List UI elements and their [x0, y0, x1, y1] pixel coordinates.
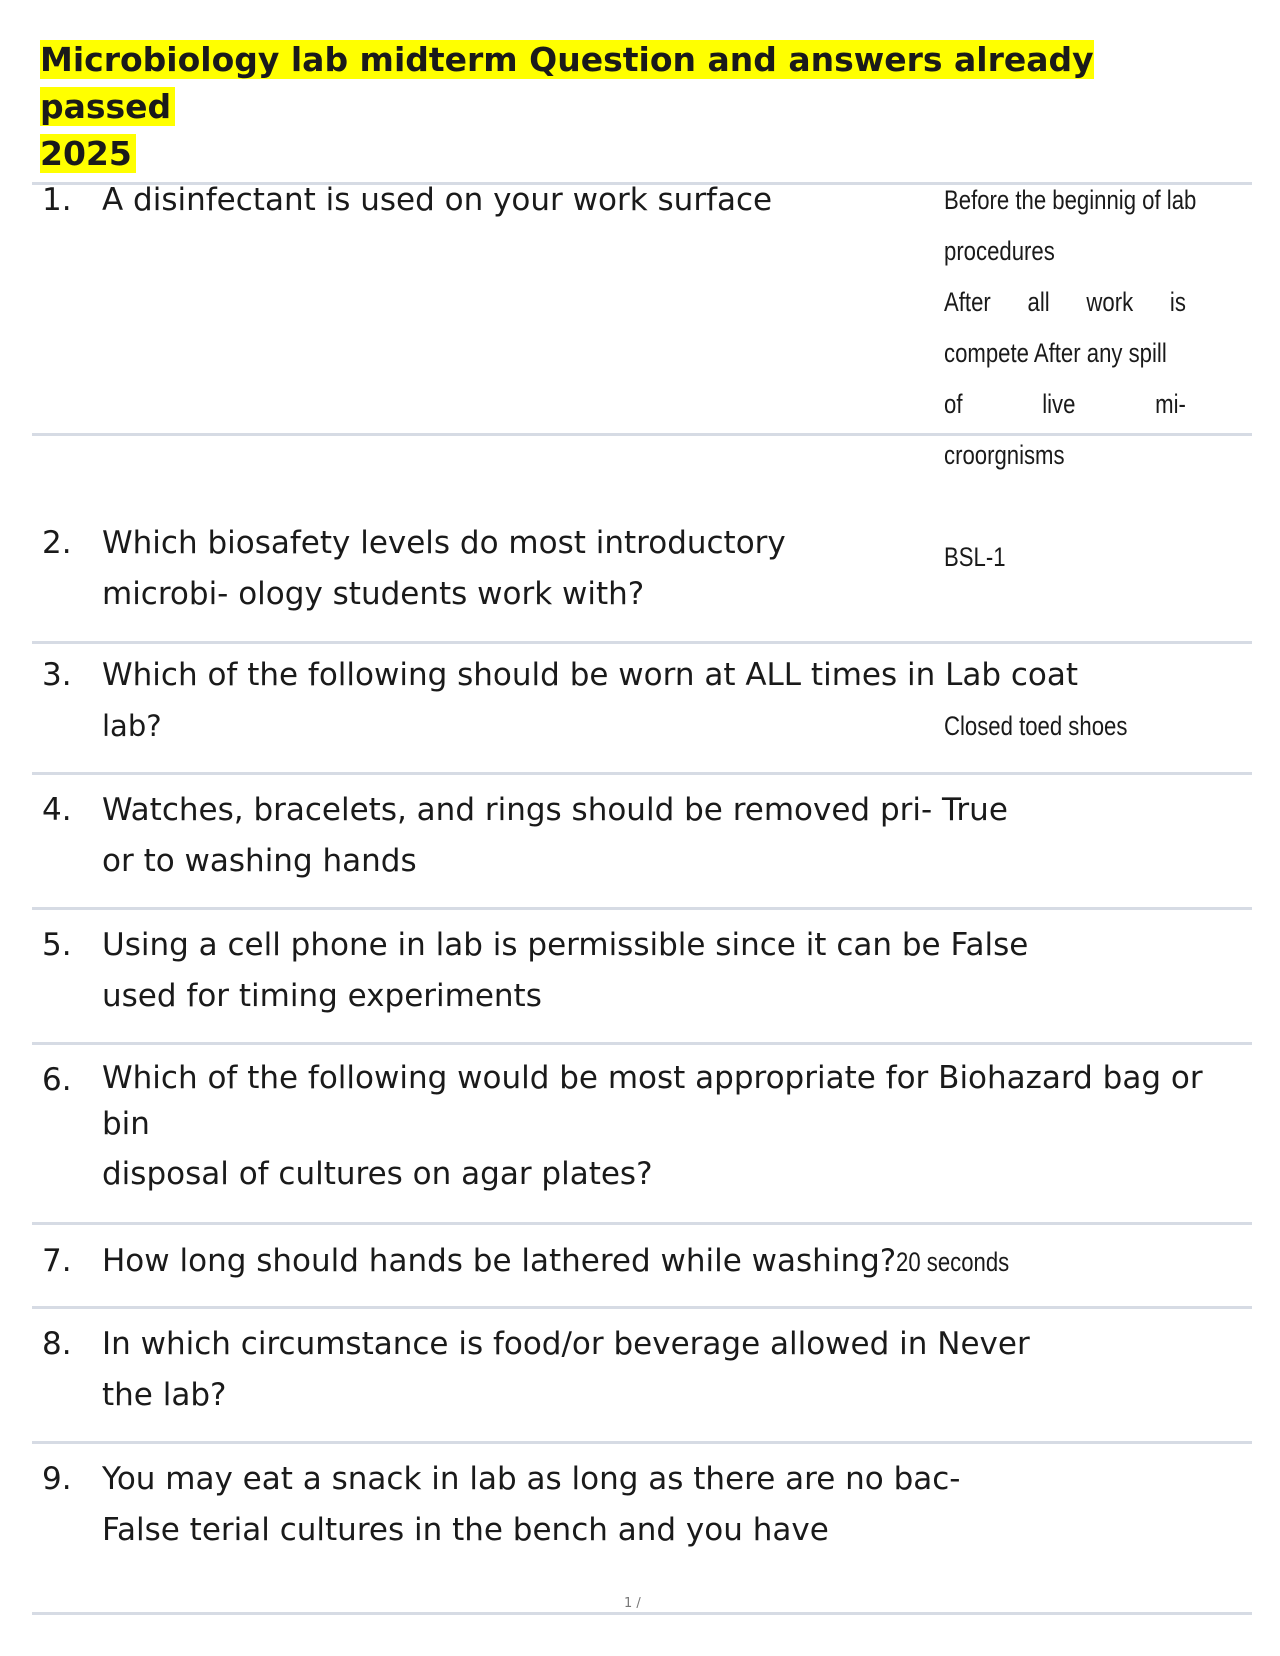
- question-number: 1.: [42, 182, 72, 218]
- question-line: Using a cell phone in lab is permissible since it can be: [102, 927, 941, 963]
- question-line: Which biosafety levels do most introductory: [102, 525, 786, 561]
- answer-text: [944, 701, 1190, 752]
- question-line: or to washing hands: [102, 843, 417, 879]
- answer-inline: False: [950, 927, 1029, 963]
- question-number: 8.: [42, 1326, 72, 1362]
- divider: [32, 1042, 1252, 1045]
- divider: [32, 1222, 1252, 1225]
- divider: [32, 641, 1252, 644]
- question-line: the lab?: [102, 1377, 227, 1413]
- question-line: Which of the following should be worn at ALL times in: [102, 657, 936, 693]
- answer-text: [944, 175, 1197, 481]
- page-number: 1 /: [624, 1596, 641, 1611]
- answer-inline: Biohazard bag or: [938, 1060, 1203, 1096]
- question-number: 9.: [42, 1461, 72, 1497]
- question-line: lab?: [102, 709, 162, 743]
- answer-text: [944, 532, 1190, 583]
- answer-line: croorgnisms: [944, 440, 1065, 470]
- question-text: [102, 1454, 961, 1556]
- answer-line: compete After any spill: [944, 338, 1167, 368]
- answer-inline: True: [942, 792, 1008, 828]
- divider: [32, 772, 1252, 775]
- answer-line: procedures: [944, 236, 1055, 266]
- document-title: [40, 36, 1220, 177]
- answer-inline: Never: [937, 1326, 1030, 1362]
- question-line: disposal of cultures on agar plates?: [102, 1156, 653, 1192]
- question-line: False terial cultures in the bench and you have: [102, 1512, 829, 1548]
- question-number: 7.: [42, 1243, 72, 1279]
- divider: [32, 907, 1252, 910]
- question-text: [102, 518, 786, 620]
- answer-line: of live mi-: [944, 389, 1186, 419]
- divider: [32, 1441, 1252, 1444]
- question-text: [102, 785, 1008, 887]
- question-text: [102, 1236, 1034, 1288]
- answer-inline: 20 seconds: [896, 1247, 1010, 1277]
- question-line: Which of the following would be most appropriate for: [102, 1060, 929, 1096]
- question-line: How long should hands be lathered while washing?: [102, 1243, 897, 1279]
- question-number: 5.: [42, 927, 72, 963]
- divider: [32, 1306, 1252, 1309]
- question-text: [102, 1319, 1030, 1421]
- question-line: In which circumstance is food/or beverage allowed in: [102, 1326, 928, 1362]
- question-line: bin: [102, 1106, 150, 1142]
- question-number: 6.: [42, 1062, 72, 1098]
- answer-line: BSL-1: [944, 542, 1006, 572]
- question-line: used for timing experiments: [102, 978, 542, 1014]
- question-text: [102, 1055, 1203, 1197]
- answer-line: After all work is: [944, 287, 1186, 317]
- question-line: Watches, bracelets, and rings should be removed pri-: [102, 792, 933, 828]
- question-text: A disinfectant is used on your work surface: [102, 182, 773, 218]
- question-number: 2.: [42, 525, 72, 561]
- question-number: 3.: [42, 657, 72, 693]
- question-line: microbi- ology students work with?: [102, 576, 645, 612]
- divider: [32, 1612, 1252, 1615]
- question-text: [102, 920, 1028, 1022]
- question-number: 4.: [42, 792, 72, 828]
- answer-inline: Lab coat: [945, 657, 1079, 693]
- question-text: [102, 650, 1078, 752]
- title-line-1: Microbiology lab midterm Question and answers already passed: [40, 40, 1094, 126]
- answer-line: Before the beginnig of lab: [944, 185, 1197, 215]
- title-line-2: 2025: [40, 134, 136, 173]
- answer-line: Closed toed shoes: [944, 711, 1128, 741]
- question-line: You may eat a snack in lab as long as there are no bac-: [102, 1461, 961, 1497]
